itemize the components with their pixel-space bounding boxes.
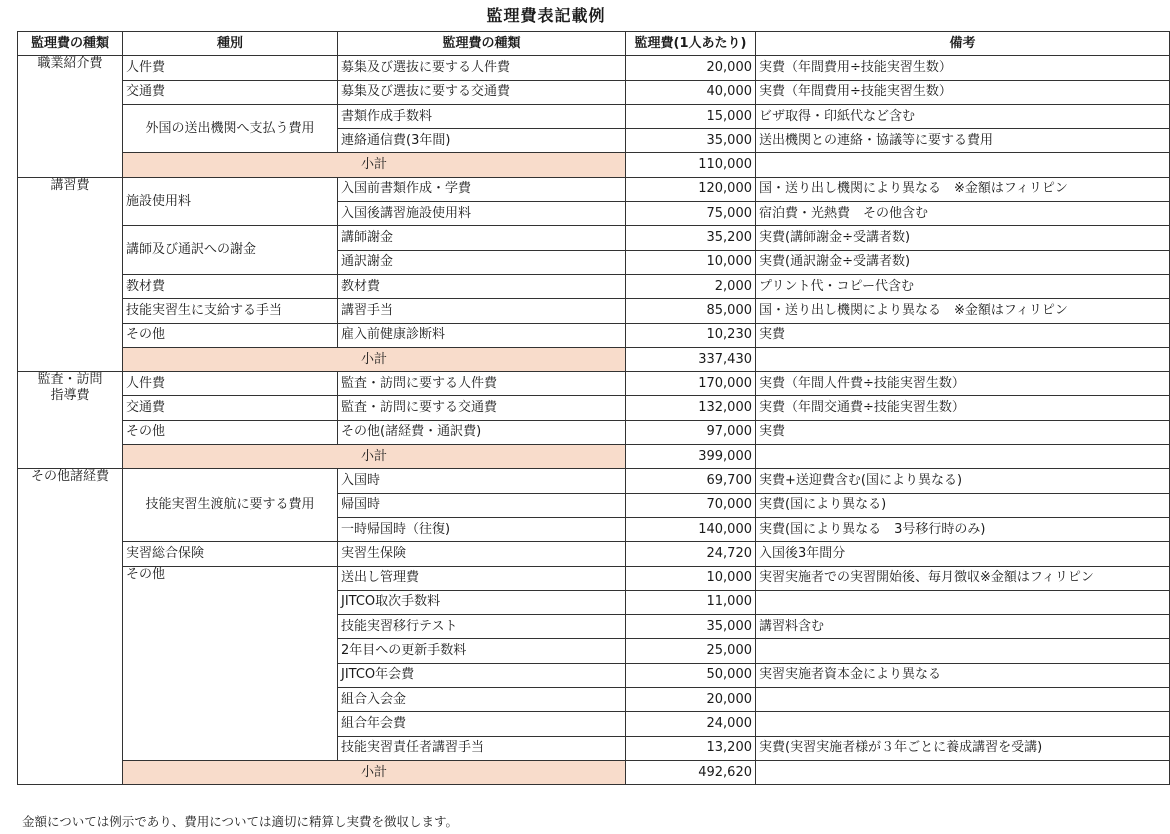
remark-cell: 入国後3年間分 bbox=[756, 542, 1170, 566]
amount-cell: 10,000 bbox=[626, 250, 756, 274]
item-cell: 技能実習移行テスト bbox=[338, 615, 626, 639]
item-cell: 募集及び選抜に要する交通費 bbox=[338, 80, 626, 104]
type-cell: その他 bbox=[123, 566, 338, 760]
item-cell: 入国後講習施設使用料 bbox=[338, 202, 626, 226]
item-cell: 2年目への更新手数料 bbox=[338, 639, 626, 663]
amount-cell: 10,230 bbox=[626, 323, 756, 347]
amount-cell: 35,000 bbox=[626, 615, 756, 639]
table-row bbox=[18, 226, 1170, 250]
remark-cell: 講習料含む bbox=[756, 615, 1170, 639]
table-row bbox=[18, 299, 1170, 323]
remark-cell: 国・送り出し機関により異なる ※金額はフィリピン bbox=[756, 299, 1170, 323]
remark-cell: 実費（年間交通費÷技能実習生数） bbox=[756, 396, 1170, 420]
remark-cell: 送出機関との連絡・協議等に要する費用 bbox=[756, 129, 1170, 153]
remark-cell: 実費(講師謝金÷受講者数) bbox=[756, 226, 1170, 250]
item-cell: 実習生保険 bbox=[338, 542, 626, 566]
section-category-line1: 監査・訪問 bbox=[37, 372, 103, 388]
amount-cell: 35,000 bbox=[626, 129, 756, 153]
type-cell: 人件費 bbox=[123, 372, 338, 396]
item-cell: 教材費 bbox=[338, 274, 626, 298]
subtotal-label: 小計 bbox=[123, 347, 626, 371]
type-cell: 外国の送出機関へ支払う費用 bbox=[123, 104, 338, 153]
item-cell: 入国前書類作成・学費 bbox=[338, 177, 626, 201]
amount-cell: 50,000 bbox=[626, 663, 756, 687]
table-row bbox=[18, 542, 1170, 566]
table-row bbox=[18, 323, 1170, 347]
amount-cell: 40,000 bbox=[626, 80, 756, 104]
type-cell: 技能実習生渡航に要する費用 bbox=[123, 469, 338, 542]
table-row bbox=[18, 56, 1170, 80]
amount-cell: 24,000 bbox=[626, 712, 756, 736]
item-cell: 一時帰国時（往復) bbox=[338, 517, 626, 541]
item-cell: JITCO取次手数料 bbox=[338, 590, 626, 614]
table-row bbox=[18, 80, 1170, 104]
table-row bbox=[18, 566, 1170, 590]
item-cell: 技能実習責任者講習手当 bbox=[338, 736, 626, 760]
subtotal-label: 小計 bbox=[123, 153, 626, 177]
type-cell: その他 bbox=[123, 323, 338, 347]
remark-cell: 実習実施者での実習開始後、毎月徴収※金額はフィリピン bbox=[756, 566, 1170, 590]
item-cell: 講習手当 bbox=[338, 299, 626, 323]
amount-cell: 24,720 bbox=[626, 542, 756, 566]
item-cell: 組合年会費 bbox=[338, 712, 626, 736]
remark-cell bbox=[756, 590, 1170, 614]
remark-cell: 実費（年間費用÷技能実習生数） bbox=[756, 56, 1170, 80]
subtotal-row bbox=[18, 347, 1170, 371]
type-cell: 教材費 bbox=[123, 274, 338, 298]
remark-cell: 実費 bbox=[756, 420, 1170, 444]
subtotal-row bbox=[18, 153, 1170, 177]
amount-cell: 2,000 bbox=[626, 274, 756, 298]
amount-cell: 35,200 bbox=[626, 226, 756, 250]
type-cell: 実習総合保険 bbox=[123, 542, 338, 566]
fee-table bbox=[17, 31, 1170, 785]
remark-cell: 実費(通訳謝金÷受講者数) bbox=[756, 250, 1170, 274]
subtotal-row bbox=[18, 760, 1170, 784]
item-cell: JITCO年会費 bbox=[338, 663, 626, 687]
remark-cell: 実費(国により異なる 3号移行時のみ) bbox=[756, 517, 1170, 541]
header-type: 種別 bbox=[123, 32, 338, 56]
remark-cell: 実費+送迎費含む(国により異なる) bbox=[756, 469, 1170, 493]
amount-cell: 25,000 bbox=[626, 639, 756, 663]
remark-cell bbox=[756, 445, 1170, 469]
subtotal-label: 小計 bbox=[123, 445, 626, 469]
amount-cell: 85,000 bbox=[626, 299, 756, 323]
type-cell: 講師及び通訳への謝金 bbox=[123, 226, 338, 275]
header-item: 監理費の種類 bbox=[338, 32, 626, 56]
amount-cell: 20,000 bbox=[626, 688, 756, 712]
subtotal-amount: 399,000 bbox=[626, 445, 756, 469]
amount-cell: 75,000 bbox=[626, 202, 756, 226]
subtotal-amount: 110,000 bbox=[626, 153, 756, 177]
type-cell: 交通費 bbox=[123, 80, 338, 104]
footnote: 金額については例示であり、費用については適切に精算し実費を徴収します。 bbox=[22, 814, 459, 829]
table-row bbox=[18, 396, 1170, 420]
amount-cell: 20,000 bbox=[626, 56, 756, 80]
remark-cell bbox=[756, 712, 1170, 736]
amount-cell: 140,000 bbox=[626, 517, 756, 541]
amount-cell: 13,200 bbox=[626, 736, 756, 760]
item-cell: 雇入前健康診断料 bbox=[338, 323, 626, 347]
section-category: その他諸経費 bbox=[18, 469, 123, 785]
remark-cell: 宿泊費・光熱費 その他含む bbox=[756, 202, 1170, 226]
header-amount: 監理費(1人あたり) bbox=[626, 32, 756, 56]
subtotal-label: 小計 bbox=[123, 760, 626, 784]
amount-cell: 170,000 bbox=[626, 372, 756, 396]
item-cell: 帰国時 bbox=[338, 493, 626, 517]
remark-cell: 実習実施者資本金により異なる bbox=[756, 663, 1170, 687]
item-cell: 入国時 bbox=[338, 469, 626, 493]
subtotal-amount: 337,430 bbox=[626, 347, 756, 371]
remark-cell: ビザ取得・印紙代など含む bbox=[756, 104, 1170, 128]
item-cell: 送出し管理費 bbox=[338, 566, 626, 590]
remark-cell bbox=[756, 688, 1170, 712]
page-title: 監理費表記載例 bbox=[486, 6, 606, 25]
item-cell: 募集及び選抜に要する人件費 bbox=[338, 56, 626, 80]
amount-cell: 15,000 bbox=[626, 104, 756, 128]
table-row bbox=[18, 104, 1170, 128]
item-cell: その他(諸経費・通訳費) bbox=[338, 420, 626, 444]
remark-cell: 実費(実習実施者様が３年ごとに養成講習を受講) bbox=[756, 736, 1170, 760]
item-cell: 書類作成手数料 bbox=[338, 104, 626, 128]
table-row bbox=[18, 420, 1170, 444]
item-cell: 監査・訪問に要する人件費 bbox=[338, 372, 626, 396]
remark-cell bbox=[756, 639, 1170, 663]
remark-cell: プリント代・コピー代含む bbox=[756, 274, 1170, 298]
table-row bbox=[18, 469, 1170, 493]
type-cell: 人件費 bbox=[123, 56, 338, 80]
type-cell: その他 bbox=[123, 420, 338, 444]
remark-cell: 実費（年間費用÷技能実習生数） bbox=[756, 80, 1170, 104]
amount-cell: 11,000 bbox=[626, 590, 756, 614]
remark-cell: 実費（年間人件費÷技能実習生数） bbox=[756, 372, 1170, 396]
item-cell: 講師謝金 bbox=[338, 226, 626, 250]
remark-cell bbox=[756, 347, 1170, 371]
type-cell: 技能実習生に支給する手当 bbox=[123, 299, 338, 323]
type-cell: 施設使用料 bbox=[123, 177, 338, 226]
header-category: 監理費の種類 bbox=[18, 32, 123, 56]
item-cell: 連絡通信費(3年間) bbox=[338, 129, 626, 153]
item-cell: 監査・訪問に要する交通費 bbox=[338, 396, 626, 420]
subtotal-amount: 492,620 bbox=[626, 760, 756, 784]
header-remarks: 備考 bbox=[756, 32, 1170, 56]
item-cell: 組合入会金 bbox=[338, 688, 626, 712]
subtotal-row bbox=[18, 445, 1170, 469]
item-cell: 通訳謝金 bbox=[338, 250, 626, 274]
table-row bbox=[18, 274, 1170, 298]
amount-cell: 132,000 bbox=[626, 396, 756, 420]
type-cell: 交通費 bbox=[123, 396, 338, 420]
table-row bbox=[18, 177, 1170, 201]
remark-cell bbox=[756, 760, 1170, 784]
remark-cell bbox=[756, 153, 1170, 177]
remark-cell: 実費 bbox=[756, 323, 1170, 347]
amount-cell: 97,000 bbox=[626, 420, 756, 444]
section-category: 職業紹介費 bbox=[18, 56, 123, 177]
section-category bbox=[18, 372, 123, 469]
section-category: 講習費 bbox=[18, 177, 123, 371]
amount-cell: 69,700 bbox=[626, 469, 756, 493]
table-row bbox=[18, 372, 1170, 396]
amount-cell: 70,000 bbox=[626, 493, 756, 517]
remark-cell: 国・送り出し機関により異なる ※金額はフィリピン bbox=[756, 177, 1170, 201]
table-header-row bbox=[18, 32, 1170, 56]
amount-cell: 120,000 bbox=[626, 177, 756, 201]
amount-cell: 10,000 bbox=[626, 566, 756, 590]
remark-cell: 実費(国により異なる) bbox=[756, 493, 1170, 517]
section-category-line2: 指導費 bbox=[50, 388, 90, 404]
